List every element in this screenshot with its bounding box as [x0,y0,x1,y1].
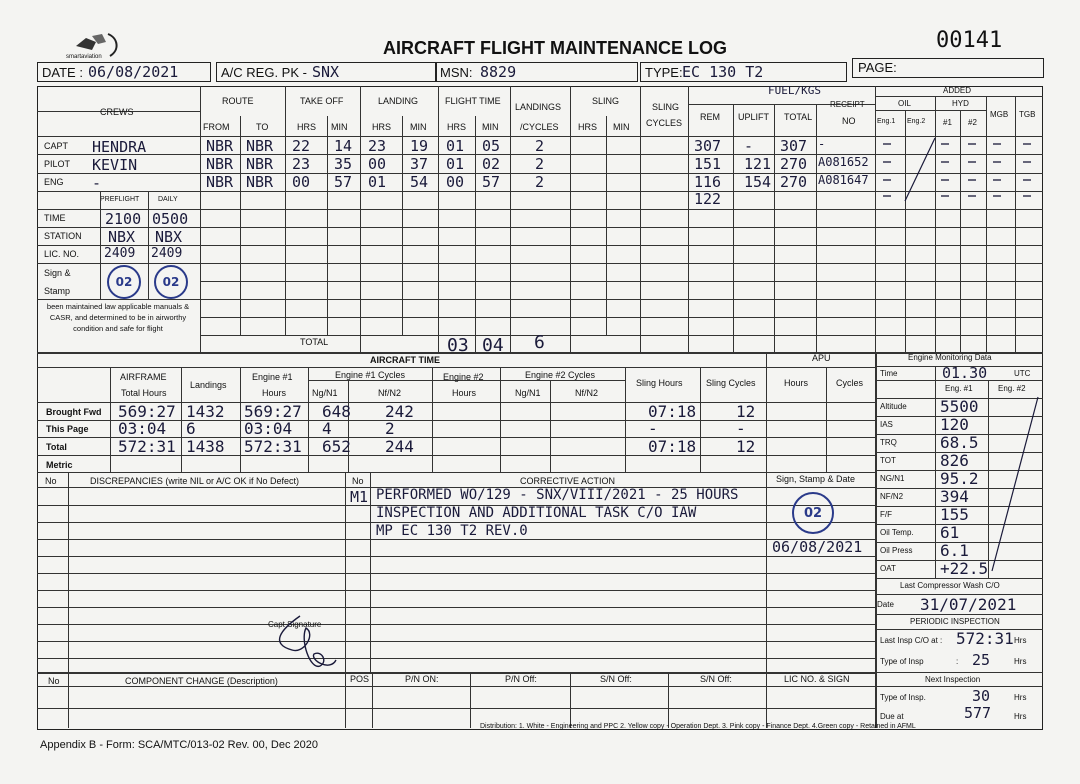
added-header: ADDED [943,86,972,95]
sling-cycles-header: CYCLES [646,118,683,128]
wash-date-value: 31/07/2021 [920,595,1017,614]
disc-no-header: No [45,476,57,486]
distribution-note: Distribution: 1. White - Engineering and PPC 2. Yellow copy - Operation Dept. 3. Pink copy - Finance Dept. 4.Green copy - Retained in AFML [480,723,916,730]
sling-hours-header: Sling Hours [636,378,683,388]
em-eng1: Eng. #1 [945,384,973,393]
crew-cell-from: NBR [206,137,234,155]
em-eng2: Eng. #2 [998,384,1026,393]
preflight-label: PREFLIGHT [100,196,140,203]
engine1-cycles-header: Engine #1 Cycles [335,370,406,380]
acreg-label: A/C REG. PK - [221,65,307,80]
date-label: DATE : [42,65,83,80]
crew-name: HENDRA [92,138,147,156]
crew-cell-ft-hrs: 01 [446,155,465,173]
fuel-header: FUEL/KGS [768,84,821,97]
acreg-value: SNX [312,63,340,81]
capt-signature-label: Capt Signature [268,620,322,629]
daily-stamp: 02 [154,265,188,299]
wash-date-label: Date [877,600,894,609]
type-insp-value: 25 [972,651,991,669]
crew-cell-rem: 151 [694,155,722,173]
crew-cell-uplift: - [744,137,754,155]
crew-cell-total: 270 [780,155,808,173]
hyd-2: #2 [968,118,977,127]
action-header: CORRECTIVE ACTION [520,476,616,486]
em-row-value: +22.5 [940,559,989,578]
comp-sn-off-header: S/N Off: [600,674,632,684]
crew-cell-ft-hrs: 01 [446,137,465,155]
em-row-label: TOT [880,456,896,465]
em-utc: UTC [1014,369,1031,378]
time-cell-ng: 4 [322,419,332,438]
receipt-no-header: NO [842,116,856,126]
sign-label: Sign & [44,268,71,278]
action-line-1: PERFORMED WO/129 - SNX/VIII/2021 - 25 HOURS [376,487,739,503]
sling-cycles-col-header: Sling Cycles [706,378,756,388]
flighttime-min: MIN [482,122,499,132]
crew-cell-to: NBR [246,137,274,155]
takeoff-hrs: HRS [297,122,317,132]
from-header: FROM [203,122,230,132]
time-cell-sling-c: - [736,419,746,438]
crew-cell-ld-hrs: 01 [368,173,387,191]
company-logo [62,28,124,64]
total-label: TOTAL [300,337,329,347]
comp-sn-off2-header: S/N Off: [700,674,732,684]
takeoff-min: MIN [331,122,348,132]
crew-cell-receipt: A081652 [818,155,869,169]
time-cell-airframe: 569:27 [118,402,176,421]
action-sign-date: 06/08/2021 [772,538,863,556]
hyd-1: #1 [943,118,952,127]
disc-header: DISCREPANCIES (write NIL or A/C OK if No Defect) [90,476,300,486]
type-insp-hrs: Hrs [1014,657,1027,666]
next-type-value: 30 [972,687,991,705]
oil-strike-lines [875,136,1043,206]
time-cell-eng1: 572:31 [244,437,302,456]
crew-cell-ld-min: 54 [410,173,429,191]
crew-cell-ft-min: 57 [482,173,501,191]
crew-cell-ft-hrs: 00 [446,173,465,191]
date-value: 06/08/2021 [88,63,179,81]
apu-title: APU [812,353,831,363]
time-cell-ng: 652 [322,437,351,456]
crew-cell-land: 2 [535,155,545,173]
sling-min: MIN [613,122,630,132]
next-type-label: Type of Insp. [880,693,926,702]
em-row-label: IAS [880,420,893,429]
oil-eng1: Eng.1 [877,118,896,125]
type-value: EC 130 T2 [682,63,764,81]
station-preflight: NBX [108,228,136,246]
em-row-value: 5500 [940,397,979,416]
airworthy-statement: been maintained law applicable manuals & CASR, and determined to be in airworthy condition and safe for flight [46,302,190,333]
action-no-header: No [352,476,364,486]
em-row-label: Oil Press [880,546,913,555]
engine2-hours-header: Hours [452,388,477,398]
tgb-header: TGB [1019,110,1036,119]
due-value: 577 [964,704,992,722]
engine1-hours-header: Hours [262,388,287,398]
eng2-ng-header: Ng/N1 [515,388,541,398]
to-header: TO [256,122,269,132]
next-type-hrs: Hrs [1014,693,1027,702]
landing-min: MIN [410,122,427,132]
time-cell-sling-h: 07:18 [648,402,697,421]
aircraft-time-title: AIRCRAFT TIME [370,355,440,365]
airframe-header: AIRFRAME [120,372,167,382]
form-title: AIRCRAFT FLIGHT MAINTENANCE LOG [383,38,727,58]
flighttime-hrs: HRS [447,122,467,132]
total-hrs: 03 [447,335,469,356]
msn-value: 8829 [480,63,517,81]
em-row-label: Oil Temp. [880,528,914,537]
total-header: TOTAL [784,112,813,122]
em-row-label: Altitude [880,402,907,411]
compressor-wash-label: Last Compressor Wash C/O [900,581,1000,590]
last-insp-value: 572:31 [956,629,1014,648]
crew-cell-ld-hrs: 23 [368,137,387,155]
time-cell-eng1: 03:04 [244,419,293,438]
flighttime-header: FLIGHT TIME [445,96,501,106]
em-time-value: 01.30 [942,364,988,382]
landing-hrs: HRS [372,122,392,132]
time-cell-sling-c: 12 [736,402,756,421]
page-label: PAGE: [858,60,897,75]
crew-role: CAPT [44,141,69,151]
due-label: Due at [880,712,904,721]
em-row-label: TRQ [880,438,897,447]
crew-cell-receipt: A081647 [818,173,869,187]
crew-cell-ld-min: 37 [410,155,429,173]
crew-cell-total: 270 [780,173,808,191]
time-daily: 0500 [152,210,189,228]
landings-header: LANDINGS [515,102,562,112]
time-cell-ng: 648 [322,402,351,421]
time-cell-nf: 2 [385,419,395,438]
due-hrs: Hrs [1014,712,1027,721]
crew-name: - [92,174,102,192]
em-row-value: 120 [940,415,969,434]
lic-preflight: 2409 [104,246,136,261]
em-row-label: NF/N2 [880,492,904,501]
time-cell-sling-h: - [648,419,658,438]
comp-lic-header: LIC NO. & SIGN [784,674,850,684]
time-cell-landings: 6 [186,419,196,438]
engine1-header: Engine #1 [252,372,293,382]
time-row-label: This Page [46,424,89,434]
time-preflight: 2100 [105,210,142,228]
crew-cell-land: 2 [535,173,545,191]
crew-cell-total: 307 [780,137,808,155]
route-header: ROUTE [222,96,254,106]
sling-header: SLING [592,96,620,106]
crew-cell-to: NBR [246,155,274,173]
crew-role: PILOT [44,159,71,169]
crew-cell-to-hrs: 23 [292,155,311,173]
time-cell-airframe: 03:04 [118,419,167,438]
type-insp-colon: : [956,657,959,666]
msn-label: MSN: [440,65,473,80]
oil-header: OIL [898,99,911,108]
crew-cell-land: 2 [535,137,545,155]
crew-cell-to: NBR [246,173,274,191]
sling-hrs: HRS [578,122,598,132]
em-row-value: 95.2 [940,469,979,488]
apu-hours-header: Hours [784,378,809,388]
station-label: STATION [44,231,82,241]
comp-pos-header: POS [350,674,370,684]
rem-extra: 122 [694,190,722,208]
landing-header: LANDING [378,96,419,106]
stamp-label: Stamp [44,286,71,296]
crew-cell-uplift: 154 [744,173,772,191]
mgb-header: MGB [990,110,1009,119]
crew-cell-from: NBR [206,173,234,191]
time-cell-nf: 244 [385,437,414,456]
time-row-label: Brought Fwd [46,407,102,417]
em-row-label: NG/N1 [880,474,905,483]
em-row-value: 61 [940,523,960,542]
em-strike-line [988,395,1040,575]
crew-cell-rem: 307 [694,137,722,155]
action-no-value: M1 [350,488,369,506]
eng2-nf-header: Nf/N2 [575,388,599,398]
logo-text: smartaviation [66,54,102,60]
next-insp-label: Next Inspection [925,675,981,684]
time-cell-sling-c: 12 [736,437,756,456]
eng1-ng-header: Ng/N1 [312,388,338,398]
periodic-label: PERIODIC INSPECTION [910,617,1000,626]
crew-name: KEVIN [92,156,138,174]
uplift-header: UPLIFT [738,112,770,122]
em-row-value: 826 [940,451,969,470]
sign-date-header: Sign, Stamp & Date [776,474,856,484]
comp-desc-header: COMPONENT CHANGE (Description) [125,676,278,686]
appendix-form: Appendix B - Form: SCA/MTC/013-02 Rev. 00, Dec 2020 [40,739,318,751]
total-min: 04 [482,335,504,356]
rem-header: REM [700,112,720,122]
crew-cell-to-min: 14 [334,137,353,155]
engine-monitoring-title: Engine Monitoring Data [908,353,992,362]
last-insp-label: Last Insp C/O at : [880,636,943,645]
time-cell-sling-h: 07:18 [648,437,697,456]
em-row-value: 394 [940,487,969,506]
time-label: TIME [44,213,66,223]
crew-cell-to-hrs: 22 [292,137,311,155]
captain-signature [270,610,340,676]
cycles-header: /CYCLES [520,122,559,132]
comp-pn-off-header: P/N Off: [505,674,537,684]
hyd-header: HYD [952,99,969,108]
time-cell-landings: 1438 [186,437,225,456]
serial-number: 00141 [936,28,1003,53]
time-cell-nf: 242 [385,402,414,421]
type-label: TYPE: [645,65,683,80]
crew-cell-from: NBR [206,155,234,173]
lic-daily: 2409 [151,246,183,261]
crew-cell-to-min: 35 [334,155,353,173]
em-row-value: 6.1 [940,541,969,560]
time-cell-airframe: 572:31 [118,437,176,456]
crew-cell-ft-min: 05 [482,137,501,155]
type-insp-label: Type of Insp [880,657,924,666]
em-time-label: Time [880,369,898,378]
em-row-label: OAT [880,564,896,573]
time-cell-eng1: 569:27 [244,402,302,421]
eng1-nf-header: Nf/N2 [378,388,402,398]
em-row-value: 68.5 [940,433,979,452]
action-line-2: INSPECTION AND ADDITIONAL TASK C/O IAW [376,505,697,521]
comp-no-header: No [48,676,60,686]
preflight-stamp: 02 [107,265,141,299]
crews-header: CREWS [100,107,134,117]
apu-cycles-header: Cycles [836,378,864,388]
landings-col-header: Landings [190,380,227,390]
receipt-header: RECEIPT [830,100,865,109]
em-row-label: F/F [880,510,892,519]
comp-pn-on-header: P/N ON: [405,674,439,684]
action-line-3: MP EC 130 T2 REV.0 [376,523,528,539]
station-daily: NBX [155,228,183,246]
takeoff-header: TAKE OFF [300,96,344,106]
crew-cell-ld-min: 19 [410,137,429,155]
crew-cell-uplift: 121 [744,155,772,173]
daily-label: DAILY [158,196,178,203]
time-cell-landings: 1432 [186,402,225,421]
time-row-label: Total [46,442,67,452]
action-stamp: 02 [792,492,834,534]
total-landings: 6 [534,332,545,353]
engine2-cycles-header: Engine #2 Cycles [525,370,596,380]
em-row-value: 155 [940,505,969,524]
sling2-header: SLING [652,102,680,112]
crew-cell-rem: 116 [694,173,722,191]
engine2-header: Engine #2 [443,372,484,382]
time-row-label: Metric [46,460,73,470]
oil-eng2: Eng.2 [907,118,926,125]
crew-cell-ft-min: 02 [482,155,501,173]
crew-role: ENG [44,177,64,187]
crew-cell-ld-hrs: 00 [368,155,387,173]
crew-cell-to-hrs: 00 [292,173,311,191]
crew-cell-receipt: - [818,137,826,151]
lic-label: LIC. NO. [44,249,80,259]
total-hours-header: Total Hours [121,388,167,398]
crew-cell-to-min: 57 [334,173,353,191]
last-insp-hrs: Hrs [1014,636,1027,645]
